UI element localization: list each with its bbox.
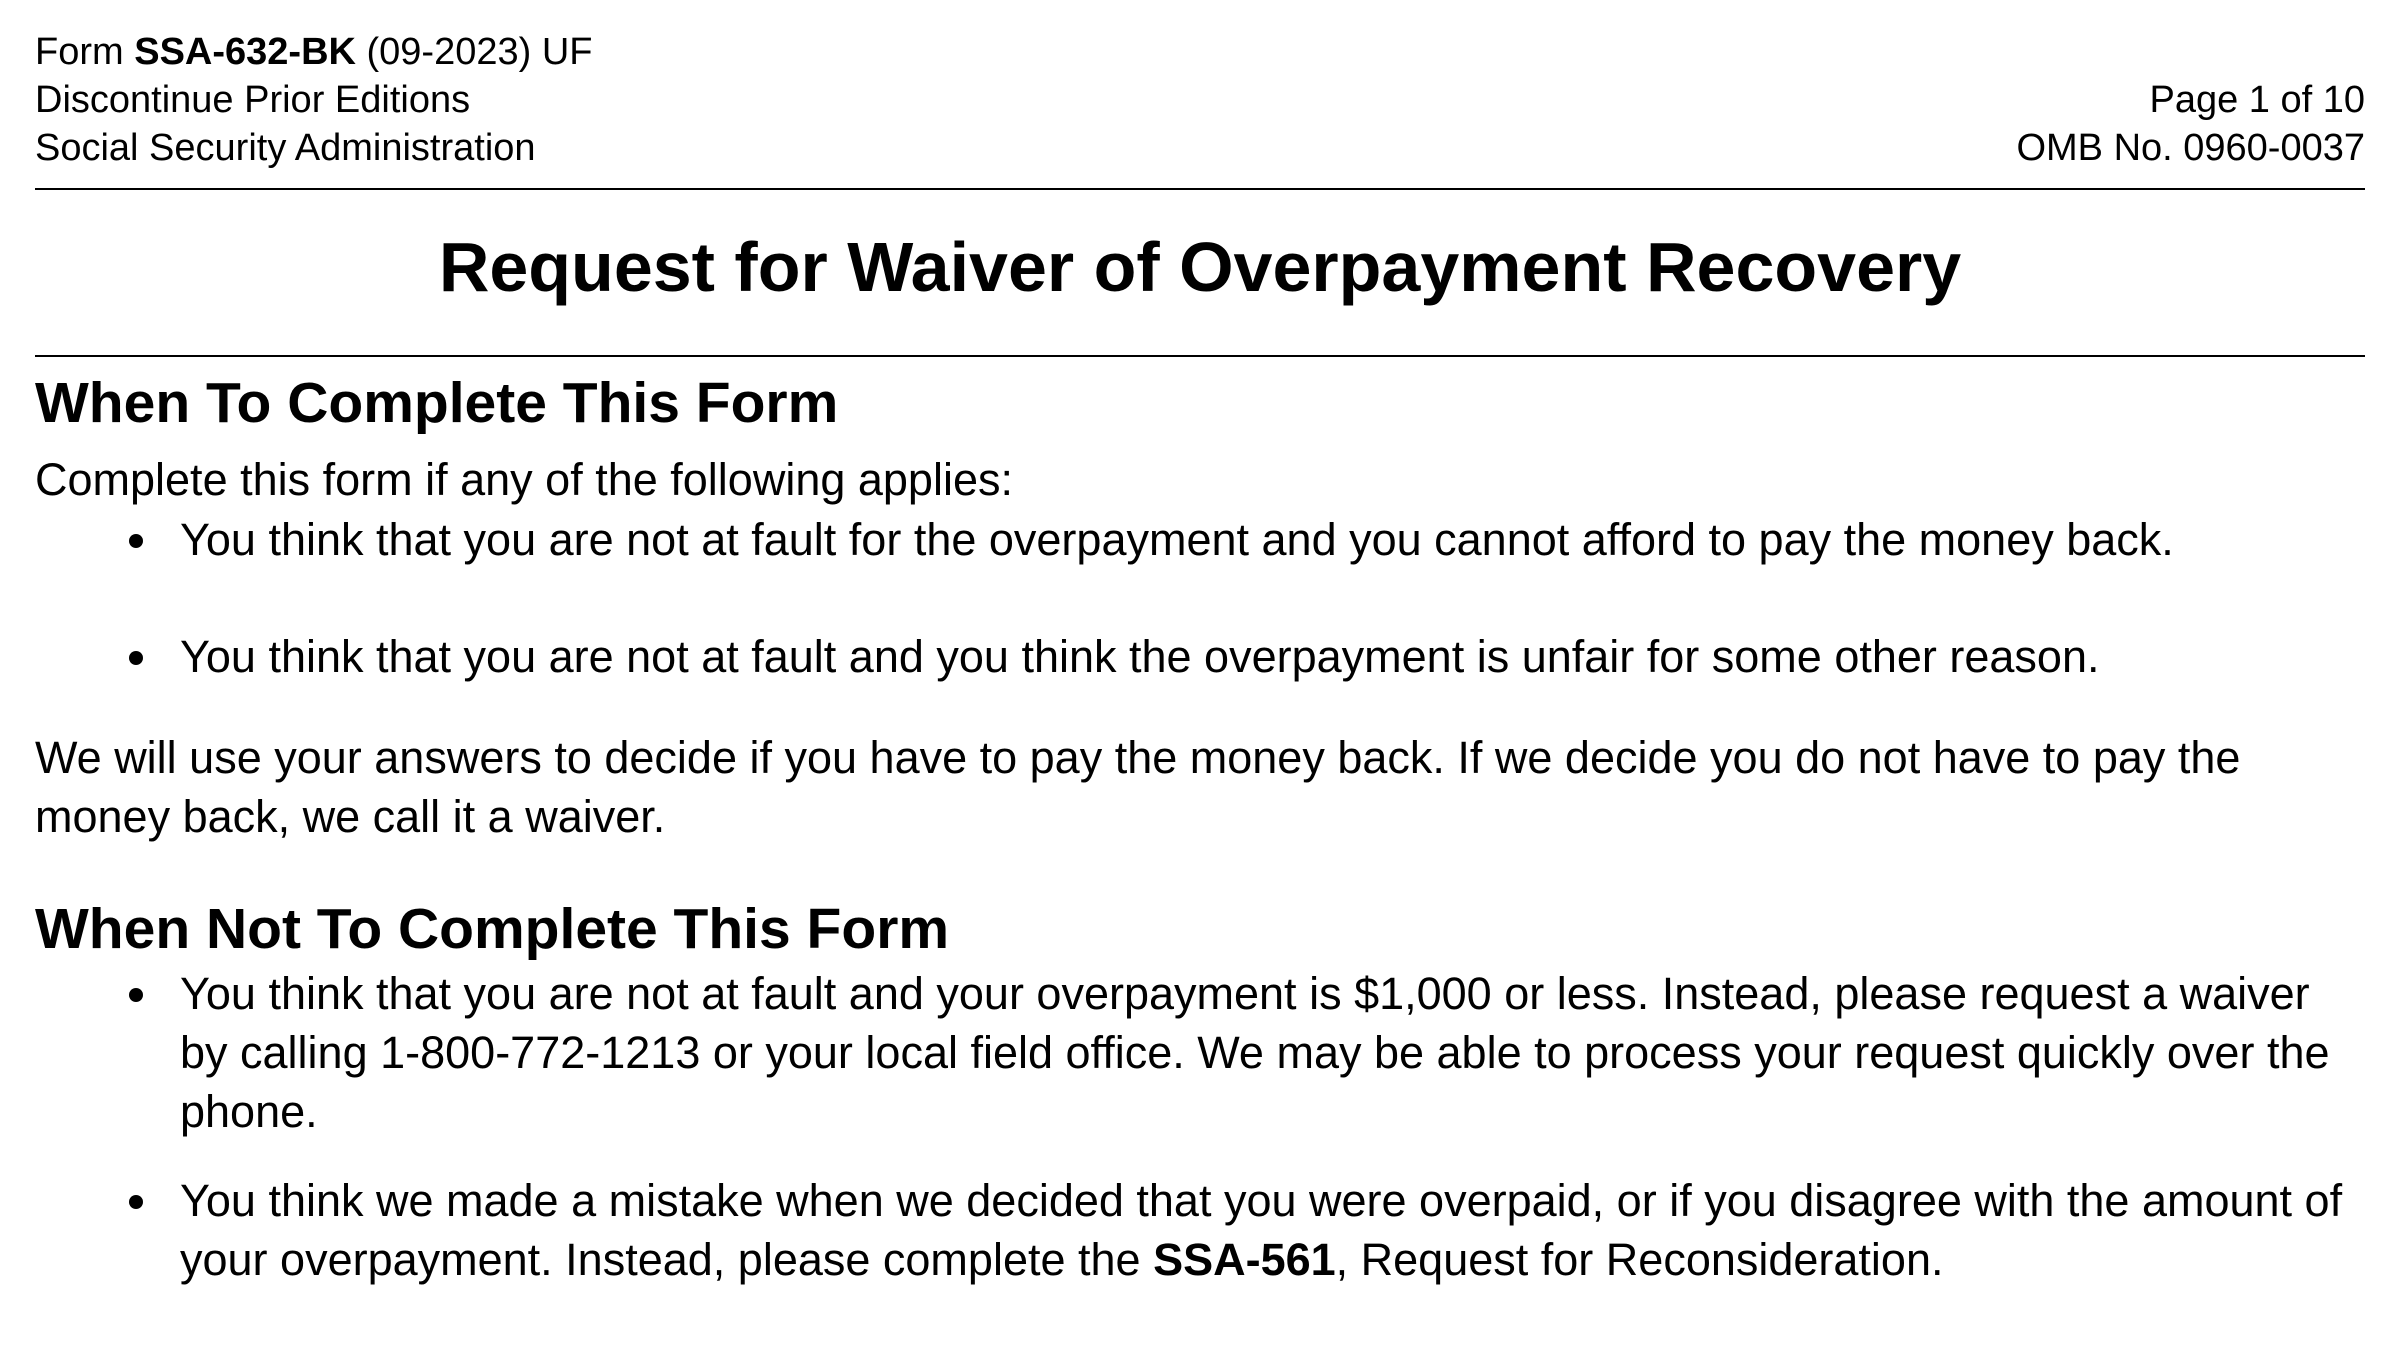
form-content [35, 368, 2365, 1289]
header-divider [35, 188, 2365, 190]
applies-list [35, 510, 2365, 686]
not-applies-list [35, 964, 2365, 1289]
editions-note: Discontinue Prior Editions [35, 79, 471, 121]
page-number: Page 1 of 10 [2149, 79, 2365, 121]
form-reference-ssa-561: SSA-561 [1153, 1234, 1336, 1285]
section-heading-when-not-to-complete: When Not To Complete This Form [35, 897, 950, 961]
form-prefix: Form [35, 31, 135, 73]
header-left-block [35, 28, 593, 172]
form-number: SSA-632-BK [134, 31, 356, 73]
header-right-block [2016, 76, 2365, 172]
list-item-text: You think that you are not at fault and you think the overpayment is unfair for some other reason. [180, 631, 2100, 682]
list-item-text-after: , Request for Reconsideration. [1335, 1234, 1944, 1285]
form-header [35, 0, 2365, 190]
omb-number: OMB No. 0960-0037 [2016, 127, 2365, 169]
section-intro: Complete this form if any of the following applies: [35, 454, 1013, 505]
form-suffix: (09-2023) UF [355, 31, 593, 73]
bullet-icon [129, 534, 143, 548]
form-title: Request for Waiver of Overpayment Recovery [438, 228, 1962, 306]
list-item-text-before: You think we made a mistake when we decided that you were overpaid, or if you disagree with the amount of your overpayment. Instead, please complete the [180, 1175, 2343, 1285]
list-item [35, 510, 2365, 569]
waiver-explanation: We will use your answers to decide if you have to pay the money back. If we decide you do not have to pay the money back, we call it a waiver. [35, 732, 2241, 842]
list-item [35, 627, 2365, 686]
title-divider [35, 355, 2365, 357]
bullet-icon [129, 988, 143, 1002]
list-item-text: You think that you are not at fault for the overpayment and you cannot afford to pay the money back. [180, 514, 2174, 565]
agency-name: Social Security Administration [35, 127, 536, 169]
list-item [35, 964, 2365, 1141]
section-heading-when-to-complete: When To Complete This Form [35, 371, 839, 435]
list-item [35, 1171, 2365, 1289]
form-id-line [35, 28, 593, 76]
bullet-icon [129, 651, 143, 665]
bullet-icon [129, 1195, 143, 1209]
list-item-text: You think that you are not at fault and your overpayment is $1,000 or less. Instead, please request a waiver by calling 1-800-772-1213 or your local field office. We may be able to process your request quickly over the phone. [180, 968, 2330, 1137]
